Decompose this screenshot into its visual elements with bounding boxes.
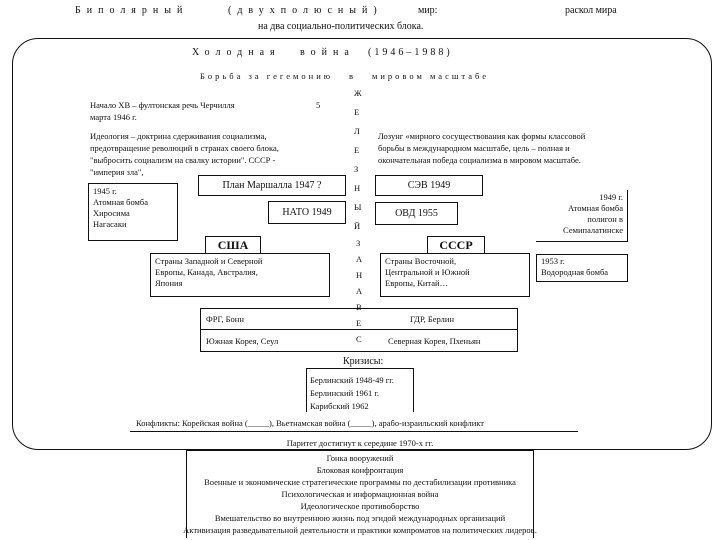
- west-line-3: Япония: [155, 278, 183, 288]
- cold-war-years: (1946–1988): [368, 47, 453, 58]
- ideology-line-4: "империя зла",: [90, 167, 144, 177]
- crisis-item-2: Берлинский 1961 г.: [310, 388, 380, 398]
- world-label: мир:: [418, 5, 438, 16]
- cold-war-title: Холодная: [192, 47, 281, 58]
- letter-7: Ы: [354, 202, 362, 212]
- letter-13: В: [356, 302, 362, 312]
- letter-15: С: [356, 334, 362, 344]
- letter-2: Е: [354, 107, 360, 117]
- cold-war-title-war: война: [300, 47, 355, 58]
- slogan-line-2: борьбы в международном масштабе, цель – полная и: [378, 143, 570, 153]
- ussr-box: СССР: [427, 236, 485, 254]
- year1945-line-2: Атомная бомба: [93, 197, 149, 207]
- year1949-line-3: полигон в: [587, 214, 623, 224]
- slogan-line-1: Лозунг «мирного сосуществования как формы классовой: [378, 131, 586, 141]
- western-countries-box: [150, 253, 330, 297]
- usa-box: США: [205, 236, 261, 254]
- letter-12: А: [356, 286, 363, 296]
- east-line-1: Страны Восточной,: [385, 256, 457, 266]
- crises-title: Кризисы:: [343, 356, 384, 367]
- year1945-line-4: Нагасаки: [93, 219, 127, 229]
- letter-5: З: [354, 164, 359, 174]
- north-korea-label: Северная Корея, Пхеньян: [388, 336, 481, 346]
- churchill-num: 5: [316, 100, 321, 110]
- letter-6: Н: [354, 183, 361, 193]
- bipolar-label: Биполярный: [75, 5, 189, 16]
- bottom-item-5: Идеологическое противоборство: [300, 501, 420, 511]
- ovd-box: ОВД 1955: [375, 202, 458, 225]
- year1949-line-4: Семипалатинске: [563, 225, 623, 235]
- bipolar-paren: (двухполюсный): [228, 5, 383, 16]
- letter-10: А: [356, 254, 363, 264]
- south-korea-label: Южная Корея, Сеул: [206, 336, 279, 346]
- year1953-line-2: Водородная бомба: [541, 267, 609, 277]
- churchill-line1: Начало ХВ – фултонская речь Черчилля: [90, 100, 235, 110]
- ideology-line-1: Идеология – доктрина сдерживания социализма,: [90, 131, 267, 141]
- eastern-countries-box: [380, 253, 530, 297]
- letter-3: Л: [354, 126, 360, 136]
- in-label: в: [349, 71, 354, 81]
- east-line-2: Центральной и Южной: [385, 267, 470, 277]
- box-1945: [88, 183, 178, 241]
- bottom-item-7: Активизация разведывательной деятельности и практики компроматов на политических лидеров.: [183, 525, 537, 535]
- header-subtitle: на два социально-политических блока.: [258, 21, 424, 32]
- marshall-plan-box: План Маршалла 1947 ?: [198, 175, 346, 196]
- crisis-item-1: Берлинский 1948-49 гг.: [310, 375, 394, 385]
- year1945-line-3: Хиросима: [93, 208, 130, 218]
- year1949-line-1: 1949 г.: [599, 192, 623, 202]
- ideology-line-3: "выбросить социализм на свалку истории". СССР -: [90, 155, 276, 165]
- bottom-item-1: Гонка вооружений: [326, 453, 394, 463]
- nato-box: НАТО 1949: [268, 201, 346, 224]
- slogan-line-3: окончательная победа социализма в мировом масштабе.: [378, 155, 581, 165]
- letter-1: Ж: [354, 88, 362, 98]
- crisis-item-3: Карибский 1962: [310, 401, 369, 411]
- box-1953: [536, 254, 628, 282]
- letter-11: Н: [356, 270, 363, 280]
- year1949-line-2: Атомная бомба: [567, 203, 623, 213]
- ideology-line-2: предотвращение революций в странах своего блока,: [90, 143, 279, 153]
- letter-14: Е: [356, 318, 362, 328]
- bottom-item-2: Блоковая конфронтация: [316, 465, 404, 475]
- sev-box: СЭВ 1949: [375, 175, 483, 196]
- frg-label: ФРГ, Бонн: [206, 314, 244, 324]
- bottom-item-3: Военные и экономические стратегические программы по дестабилизации противника: [204, 477, 516, 487]
- bottom-item-6: Вмешательство во внутреннюю жизнь под эгидой международных организаций: [214, 513, 506, 523]
- world-scale-label: мировом масштабе: [372, 71, 489, 81]
- bottom-item-4: Психологическая и информационная война: [281, 489, 439, 499]
- struggle-label: Борьба за гегемонию: [200, 71, 334, 81]
- churchill-line2: марта 1946 г.: [90, 112, 137, 122]
- year1945-line-1: 1945 г.: [93, 186, 117, 196]
- west-line-1: Страны Западной и Северной: [155, 256, 263, 266]
- letter-8: Й: [354, 221, 361, 231]
- conflicts-text: Конфликты: Корейская война (_____), Вьетнамская война (_____), арабо-израильский конфликт: [136, 418, 484, 428]
- year1953-line-1: 1953 г.: [541, 256, 565, 266]
- parity-text: Паритет достигнут к середине 1970-х гг.: [286, 438, 434, 448]
- letter-9: З: [356, 238, 361, 248]
- west-line-2: Европы, Канада, Австралия,: [155, 267, 258, 277]
- gdr-label: ГДР, Берлин: [410, 314, 455, 324]
- east-line-3: Европы, Китай…: [385, 278, 449, 288]
- box-1949: [536, 190, 628, 242]
- germany-row: [200, 308, 518, 330]
- split-label: раскол мира: [565, 5, 617, 16]
- letter-4: Е: [354, 145, 360, 155]
